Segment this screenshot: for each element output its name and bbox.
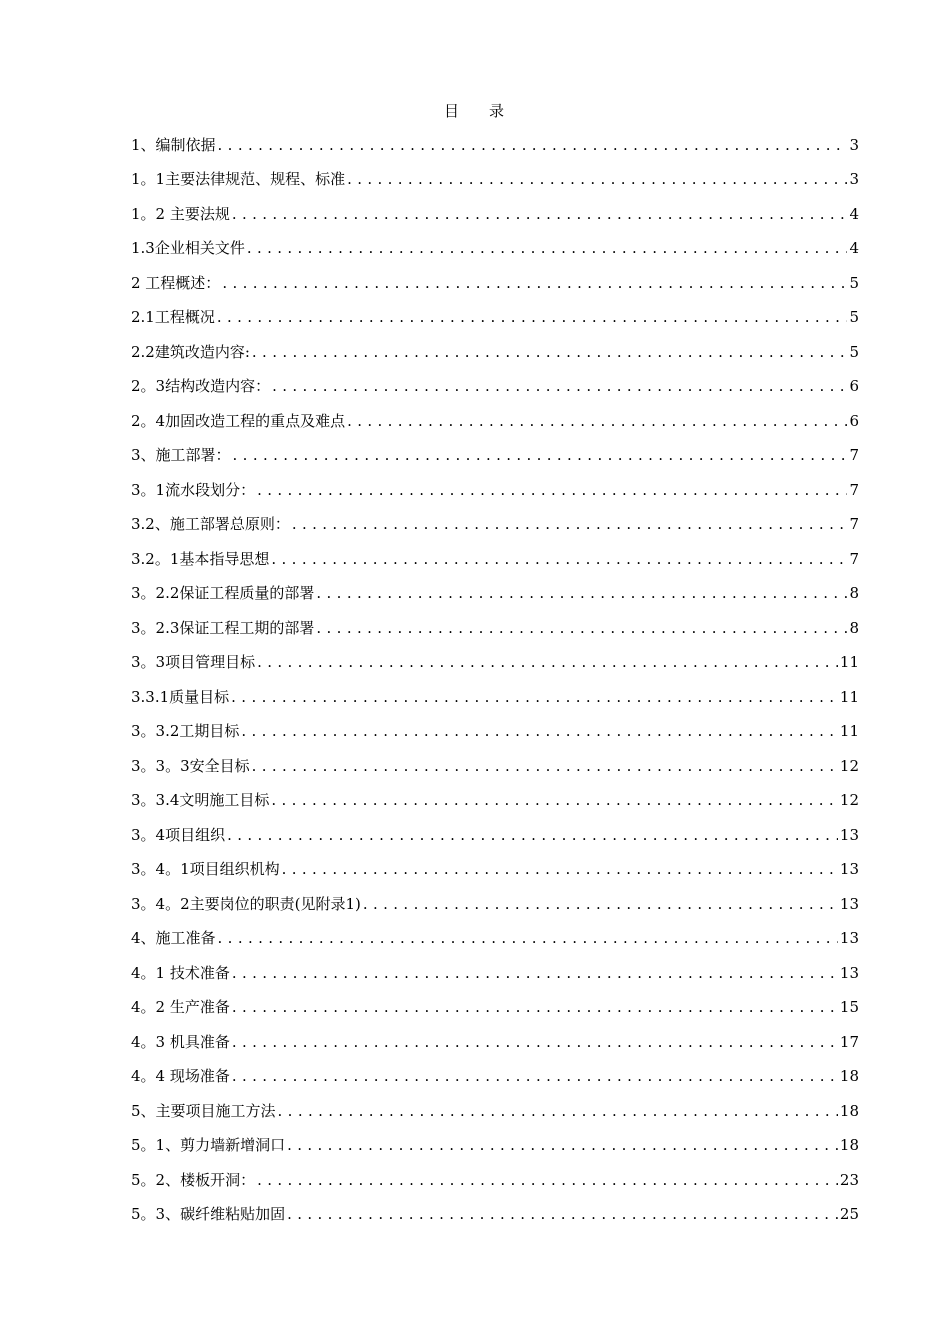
toc-entry[interactable] (131, 160, 859, 195)
toc-dot-leader (257, 653, 838, 671)
toc-dot-leader (217, 308, 848, 326)
toc-entry-page-number: 5 (849, 342, 859, 361)
toc-dot-leader (233, 446, 848, 464)
toc-dot-leader (272, 377, 847, 395)
toc-list (131, 125, 859, 1229)
toc-dot-leader (232, 964, 838, 982)
toc-entry[interactable] (131, 401, 859, 436)
toc-entry-label: 1。2 主要法规 (131, 204, 230, 223)
toc-entry[interactable] (131, 1057, 859, 1092)
toc-entry[interactable] (131, 298, 859, 333)
toc-entry-page-number: 11 (839, 722, 859, 740)
toc-title-left: 目 (443, 102, 461, 120)
toc-dot-leader (278, 1102, 838, 1120)
toc-dot-leader (232, 1033, 838, 1051)
toc-dot-leader (257, 1171, 838, 1189)
toc-entry-page-number: 4 (849, 239, 859, 257)
toc-entry[interactable] (131, 263, 859, 298)
toc-entry[interactable] (131, 539, 859, 574)
toc-entry-page-number: 25 (839, 1205, 859, 1223)
toc-entry-label: 3、施工部署： (131, 446, 231, 464)
toc-entry-label: 1。1主要法律规范、规程、标准 (131, 170, 346, 188)
toc-entry-label: 5。2、楼板开洞： (131, 1170, 256, 1189)
toc-entry-page-number: 7 (849, 446, 859, 464)
toc-dot-leader (241, 722, 838, 740)
toc-dot-leader (222, 274, 847, 292)
toc-dot-leader (232, 1067, 838, 1085)
toc-entry[interactable] (131, 608, 859, 643)
toc-entry-page-number: 13 (839, 963, 859, 982)
toc-entry-page-number: 7 (849, 549, 859, 568)
toc-dot-leader (316, 619, 847, 637)
toc-entry-label: 3。1流水段划分： (131, 480, 256, 499)
toc-dot-leader (271, 791, 838, 809)
toc-entry-label: 2 工程概述： (131, 273, 221, 292)
toc-entry[interactable] (131, 1022, 859, 1057)
toc-dot-leader (287, 1205, 838, 1223)
toc-entry-page-number: 8 (849, 584, 859, 602)
toc-entry-page-number: 18 (839, 1136, 859, 1154)
toc-entry-page-number: 8 (849, 618, 859, 637)
toc-entry[interactable] (131, 1195, 859, 1230)
toc-title (0, 100, 950, 122)
toc-entry-label: 4。4 现场准备 (131, 1067, 230, 1085)
toc-entry[interactable] (131, 919, 859, 954)
toc-entry[interactable] (131, 988, 859, 1023)
toc-entry[interactable] (131, 1126, 859, 1161)
toc-entry[interactable] (131, 953, 859, 988)
toc-entry-label: 3.2。1基本指导思想 (131, 549, 270, 568)
toc-entry-page-number: 13 (839, 860, 859, 878)
toc-entry-page-number: 11 (839, 687, 859, 706)
toc-entry-label: 5。3、碳纤维粘贴加固 (131, 1205, 286, 1223)
toc-entry-label: 3。4项目组织 (131, 825, 226, 844)
toc-entry-page-number: 13 (839, 825, 859, 844)
toc-entry-label: 3.2、施工部署总原则： (131, 515, 290, 533)
toc-entry[interactable] (131, 332, 859, 367)
toc-dot-leader (316, 584, 847, 602)
toc-entry[interactable] (131, 505, 859, 540)
toc-dot-leader (252, 757, 838, 775)
toc-entry-label: 4。2 生产准备 (131, 998, 230, 1016)
toc-entry-label: 3。2.2保证工程质量的部署 (131, 584, 315, 602)
toc-dot-leader (347, 412, 847, 430)
toc-entry-page-number: 7 (849, 515, 859, 533)
toc-entry[interactable] (131, 367, 859, 402)
toc-entry-page-number: 7 (849, 480, 859, 499)
toc-entry-page-number: 5 (849, 308, 859, 326)
toc-entry-page-number: 6 (849, 377, 859, 395)
toc-entry-page-number: 3 (849, 135, 859, 154)
toc-entry-label: 4。1 技术准备 (131, 963, 230, 982)
toc-entry-label: 3。4。1项目组织机构 (131, 860, 280, 878)
toc-entry-page-number: 18 (839, 1101, 859, 1120)
toc-entry-page-number: 12 (839, 756, 859, 775)
toc-entry[interactable] (131, 781, 859, 816)
toc-entry-label: 1、编制依据 (131, 135, 216, 154)
toc-entry[interactable] (131, 229, 859, 264)
toc-entry-page-number: 13 (839, 894, 859, 913)
toc-dot-leader (257, 481, 847, 499)
toc-dot-leader (282, 860, 838, 878)
toc-entry-page-number: 11 (839, 653, 859, 671)
toc-entry-label: 5、主要项目施工方法 (131, 1101, 276, 1120)
toc-entry[interactable] (131, 436, 859, 471)
toc-entry-label: 3。4。2主要岗位的职责(见附录1) (131, 894, 361, 913)
toc-entry-page-number: 17 (839, 1032, 859, 1051)
toc-dot-leader (227, 826, 838, 844)
toc-entry[interactable] (131, 1160, 859, 1195)
toc-dot-leader (232, 998, 838, 1016)
toc-entry[interactable] (131, 712, 859, 747)
toc-dot-leader (218, 929, 838, 947)
toc-dot-leader (252, 343, 848, 361)
toc-entry-page-number: 12 (839, 791, 859, 809)
toc-dot-leader (347, 170, 847, 188)
toc-entry-page-number: 6 (849, 411, 859, 430)
toc-entry[interactable] (131, 815, 859, 850)
toc-dot-leader (247, 239, 848, 257)
toc-entry[interactable] (131, 194, 859, 229)
toc-entry-page-number: 3 (849, 170, 859, 188)
toc-entry[interactable] (131, 884, 859, 919)
toc-entry-page-number: 15 (839, 998, 859, 1016)
toc-entry-label: 4。3 机具准备 (131, 1032, 230, 1051)
toc-entry-label: 1.3企业相关文件 (131, 239, 245, 257)
toc-entry[interactable] (131, 643, 859, 678)
toc-entry-label: 2。3结构改造内容： (131, 377, 271, 395)
toc-entry-page-number: 18 (839, 1067, 859, 1085)
toc-entry[interactable] (131, 1091, 859, 1126)
toc-entry-page-number: 4 (849, 204, 859, 223)
toc-dot-leader (271, 550, 847, 568)
toc-entry-label: 3.3.1质量目标 (131, 687, 230, 706)
toc-dot-leader (232, 205, 848, 223)
toc-entry[interactable] (131, 677, 859, 712)
toc-dot-leader (218, 136, 848, 154)
toc-entry[interactable] (131, 470, 859, 505)
toc-dot-leader (231, 688, 838, 706)
toc-entry-label: 3。3项目管理目标 (131, 653, 256, 671)
toc-entry-label: 3。3。3安全目标 (131, 756, 250, 775)
toc-entry-page-number: 23 (839, 1170, 859, 1189)
toc-entry-label: 2.1工程概况 (131, 308, 215, 326)
toc-entry[interactable] (131, 850, 859, 885)
toc-entry-page-number: 5 (849, 273, 859, 292)
toc-dot-leader (363, 895, 838, 913)
toc-entry-label: 4、施工准备 (131, 929, 216, 947)
toc-title-right: 录 (489, 102, 507, 120)
toc-dot-leader (292, 515, 848, 533)
toc-entry-label: 3。3.2工期目标 (131, 722, 240, 740)
toc-entry-page-number: 13 (839, 929, 859, 947)
toc-dot-leader (287, 1136, 838, 1154)
toc-entry[interactable] (131, 574, 859, 609)
toc-entry-label: 3。2.3保证工程工期的部署 (131, 618, 315, 637)
toc-entry-label: 3。3.4文明施工目标 (131, 791, 270, 809)
toc-entry[interactable] (131, 125, 859, 160)
toc-entry-label: 5。1、剪力墙新增洞口 (131, 1136, 286, 1154)
toc-entry-label: 2.2建筑改造内容: (131, 342, 250, 361)
toc-entry[interactable] (131, 746, 859, 781)
toc-entry-label: 2。4加固改造工程的重点及难点 (131, 411, 346, 430)
